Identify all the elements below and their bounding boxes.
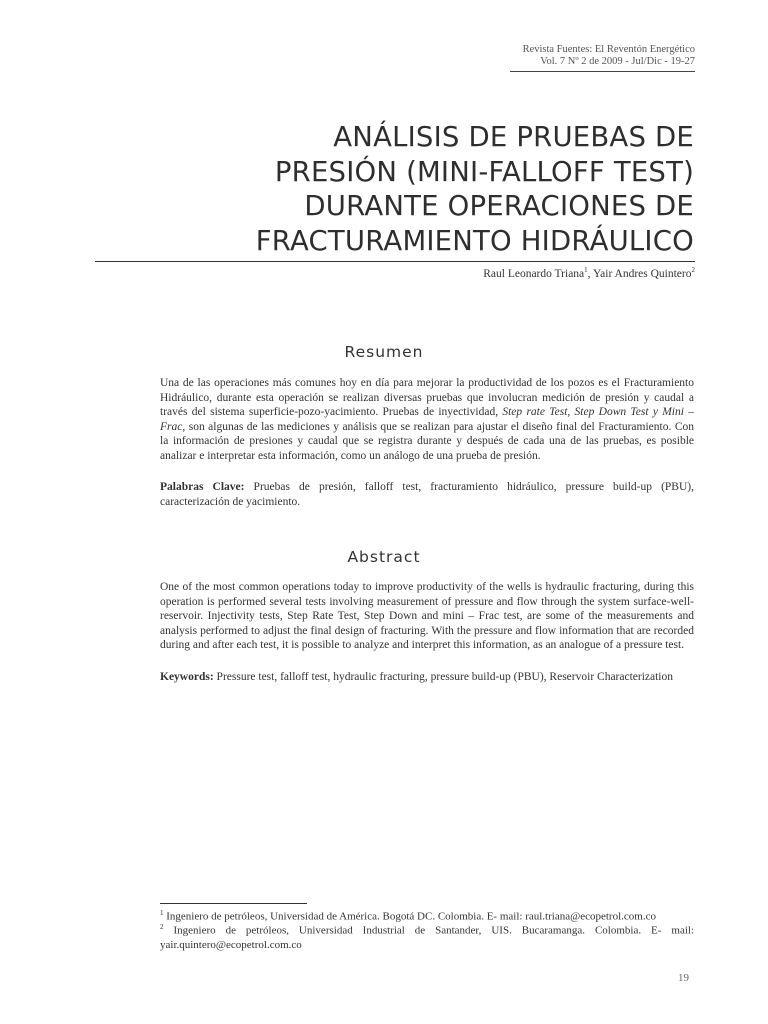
title-line: ANÁLISIS DE PRUEBAS DE	[333, 121, 694, 153]
author-name: Yair Andres Quintero	[593, 267, 692, 280]
footnote-mark: 1	[160, 909, 164, 917]
footnote-mark: 2	[160, 923, 164, 931]
resumen-text: Una de las operaciones más comunes hoy en día para mejorar la productividad de los pozos es el Fracturamiento Hidráulico, durante esta operación se realizan diversas pruebas que involucran medición de presión y caudal a través del sistema superficie-pozo-yacimiento. Pruebas de inyectividad,	[160, 377, 694, 418]
footnote-text: Ingeniero de petróleos, Universidad de América. Bogotá DC. Colombia. E- mail: raul.triana@ecopetrol.com.co	[166, 910, 656, 923]
title-rule	[95, 261, 695, 262]
journal-volume: Vol. 7 Nº 2 de 2009 - Jul/Dic - 19-27	[540, 56, 695, 67]
article-title	[94, 120, 694, 258]
author-list: Raul Leonardo Triana$^1$, Yair Andres Quintero$^2$	[483, 266, 695, 280]
title-line: DURANTE OPERACIONES DE	[304, 190, 694, 222]
journal-header	[523, 44, 695, 68]
abstract-body: One of the most common operations today to improve productivity of the wells is hydraulic fracturing, during this operation is performed several tests involving measurement of pressure and flow through the system surface-well-reservoir. Injectivity tests, Step Rate Test, Step Down and mini – Frac test, are some of the measurements and analysis performed to adjust the final design of fracturing. With the pressure and flow information that are recorded during and after each test, it is possible to analyze and interpret this information, as an analogue of a pressure test.	[160, 581, 694, 651]
journal-name: Revista Fuentes: El Reventón Energético	[522, 44, 695, 55]
keywords	[160, 670, 694, 685]
footnote	[160, 920, 694, 952]
abstract-heading: Abstract	[347, 548, 421, 566]
page-number: 19	[678, 972, 689, 984]
author-mark: 2	[691, 266, 695, 274]
author-name: Raul Leonardo Triana	[483, 267, 585, 280]
footnote-text: Ingeniero de petróleos, Universidad Industrial de Santander, UIS. Bucaramanga. Colombia. E- mail: yair.quintero@ecopetrol.com.co	[160, 924, 694, 951]
resumen-body	[160, 376, 694, 463]
resumen-heading: Resumen	[344, 343, 424, 361]
palabras-clave	[160, 480, 694, 509]
resumen-text: , son algunas de las mediciones y análisis que se realizan para ajustar el diseño final del Fracturamiento. Con la información de presiones y caudal que se registra durante y después de cada una de las pruebas, es posible analizar e interpretar esta información, como un análogo de una prueba de presión.	[160, 420, 694, 462]
title-line: FRACTURAMIENTO HIDRÁULICO	[255, 224, 694, 257]
resumen-tests: Step rate Test, Step Down Test y Mini – Frac	[160, 406, 694, 433]
author-mark: 1	[584, 266, 588, 274]
keywords-label: Keywords:	[160, 671, 214, 683]
keywords-text: Pressure test, falloff test, hydraulic fracturing, pressure build-up (PBU), Reservoir Characterization	[213, 671, 674, 683]
header-rule	[510, 71, 695, 72]
title-line: PRESIÓN (MINI-FALLOFF TEST)	[274, 155, 694, 188]
keywords-label: Palabras Clave:	[160, 481, 245, 493]
footnote-rule	[160, 903, 307, 904]
keywords-text: Pruebas de presión, falloff test, fracturamiento hidráulico, pressure build-up (PBU), caracterización de yacimiento.	[160, 481, 694, 508]
